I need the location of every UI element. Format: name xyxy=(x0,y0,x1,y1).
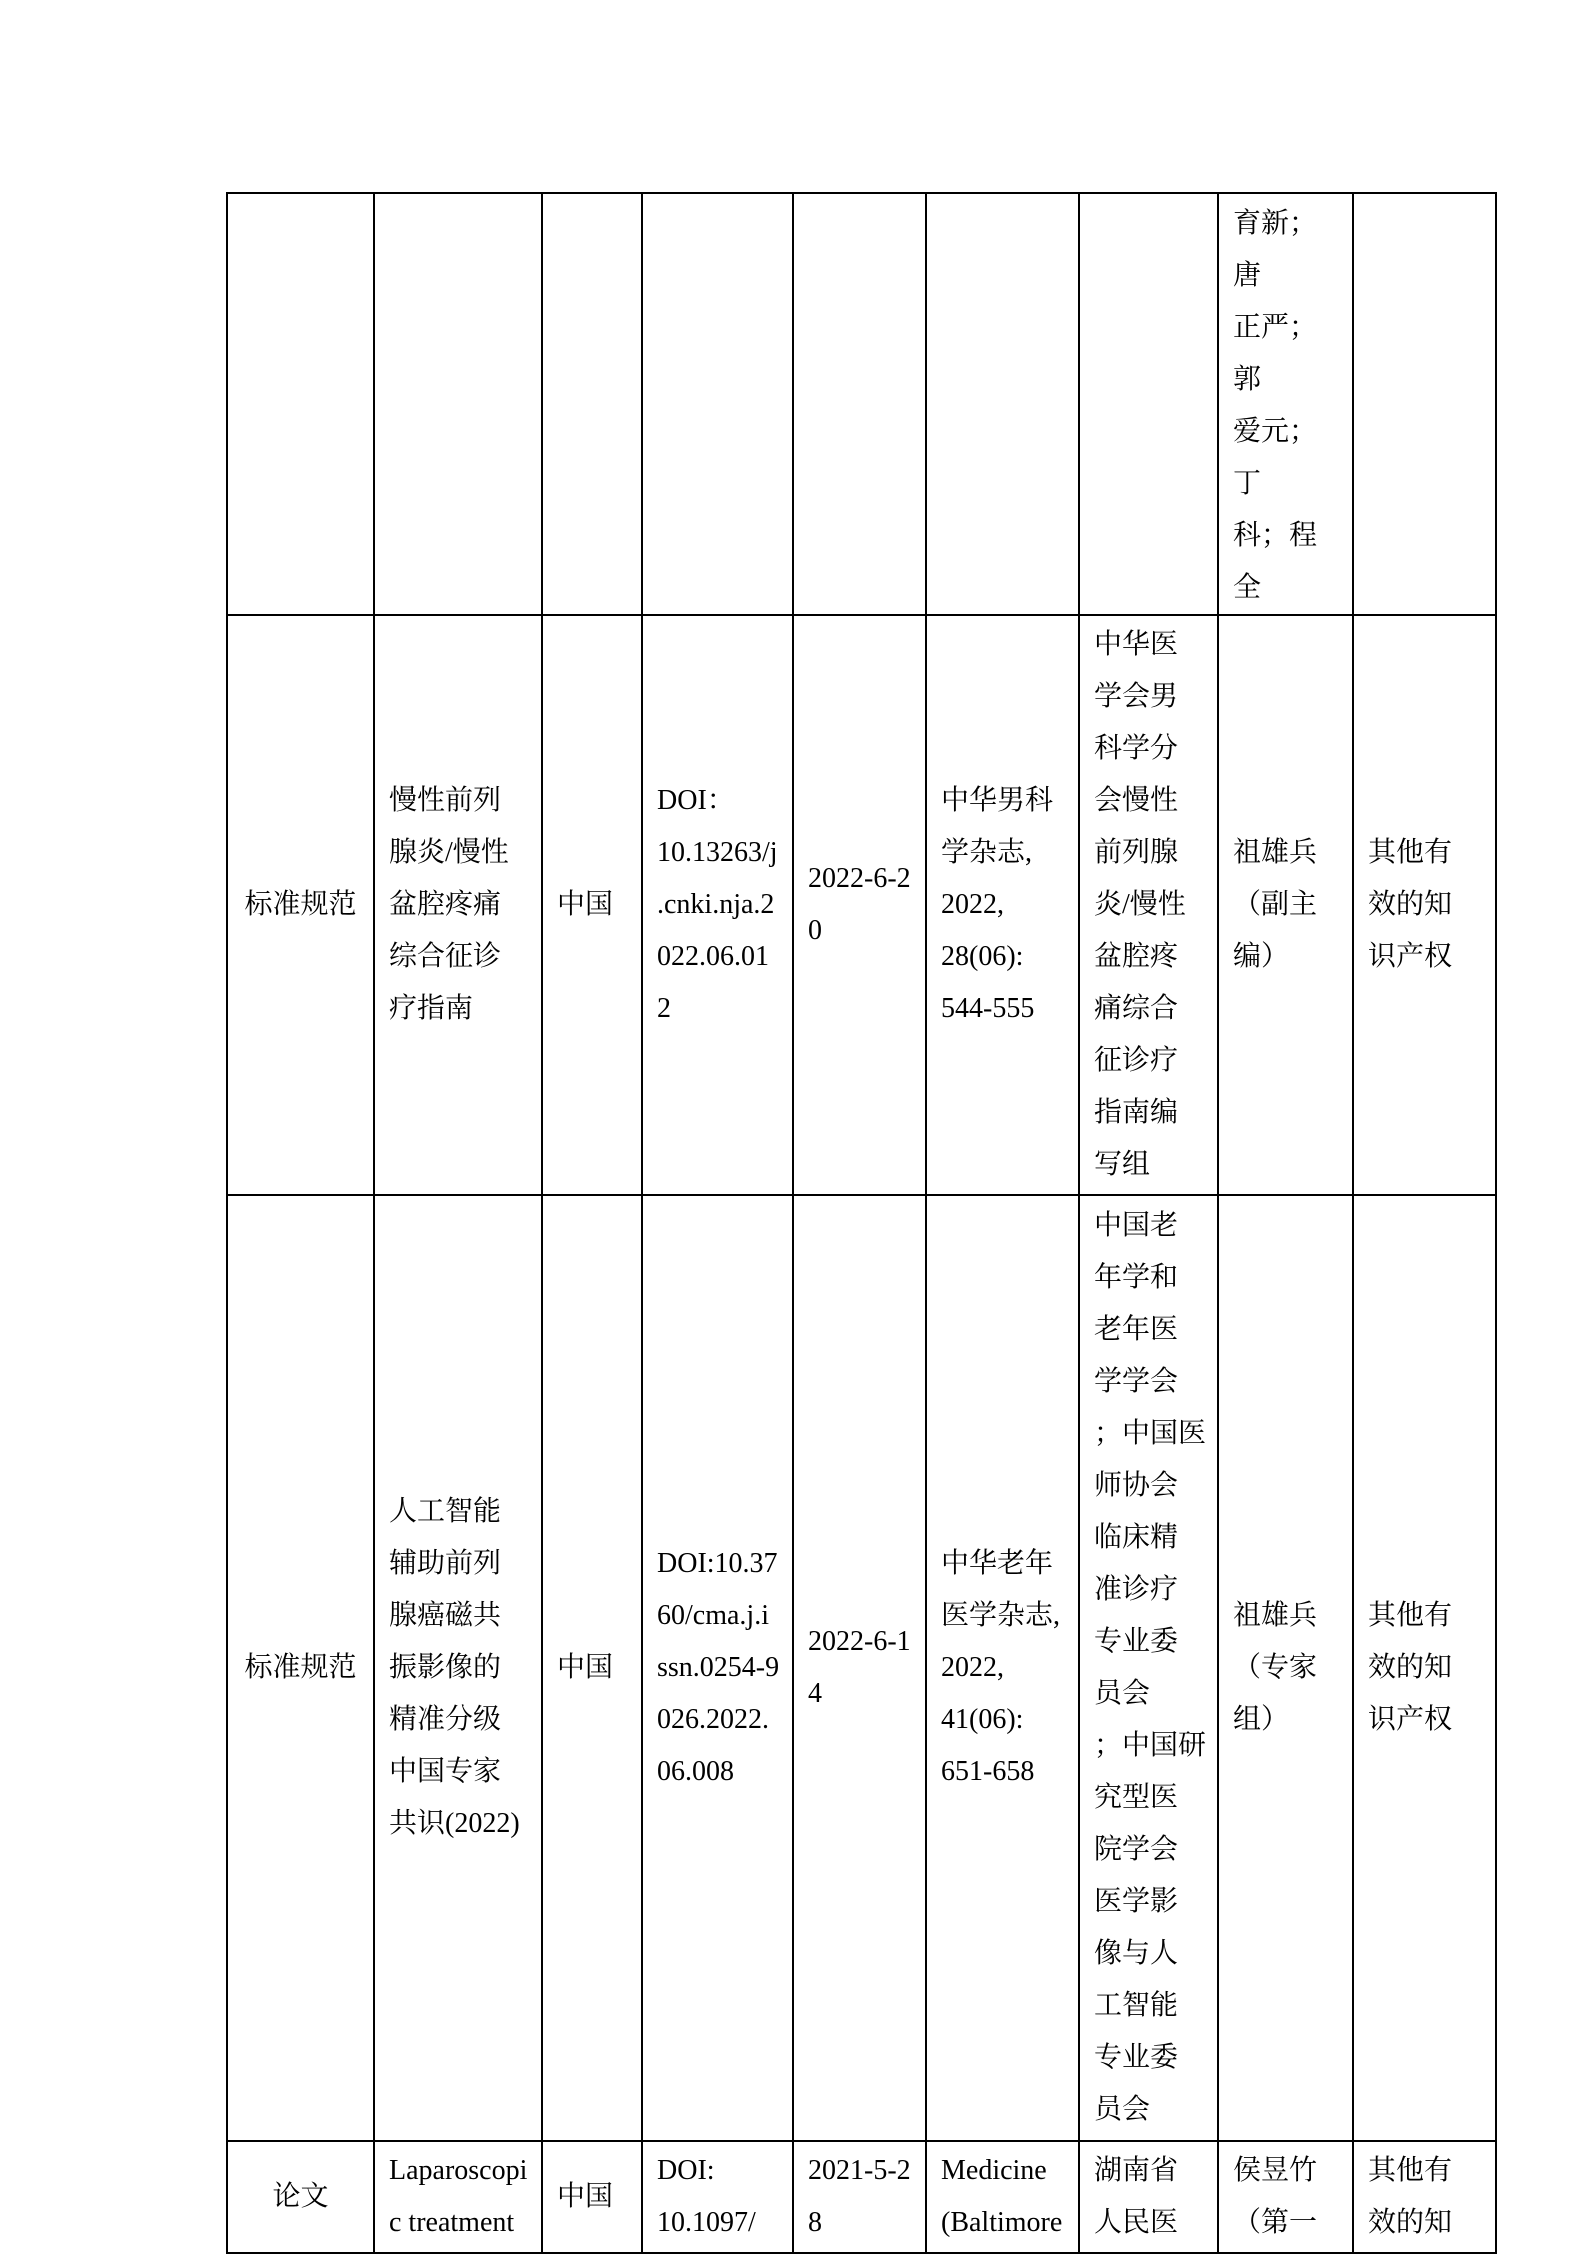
table-row xyxy=(227,193,1496,615)
doi-cell xyxy=(642,193,793,615)
table-row xyxy=(227,2141,1496,2253)
category-cell: 其他有 效的知 识产权 xyxy=(1353,615,1496,1195)
title-cell: 慢性前列 腺炎/慢性 盆腔疼痛 综合征诊 疗指南 xyxy=(374,615,542,1195)
date-cell xyxy=(793,193,926,615)
country-cell xyxy=(542,193,642,615)
journal-cell: 中华老年 医学杂志, 2022, 41(06): 651-658 xyxy=(926,1195,1079,2141)
doi-cell: DOI: 10.1097/ xyxy=(642,2141,793,2253)
author-cell: 侯昱竹 （第一 xyxy=(1218,2141,1353,2253)
type-cell: 论文 xyxy=(227,2141,374,2253)
data-table xyxy=(226,192,1497,2254)
category-cell: 其他有 效的知 识产权 xyxy=(1353,1195,1496,2141)
title-cell: 人工智能 辅助前列 腺癌磁共 振影像的 精准分级 中国专家 共识(2022) xyxy=(374,1195,542,2141)
date-cell: 2022-6-2 0 xyxy=(793,615,926,1195)
type-cell: 标准规范 xyxy=(227,615,374,1195)
title-cell xyxy=(374,193,542,615)
category-cell: 其他有 效的知 xyxy=(1353,2141,1496,2253)
author-cell: 祖雄兵 （副主 编） xyxy=(1218,615,1353,1195)
date-cell: 2022-6-1 4 xyxy=(793,1195,926,2141)
table-row xyxy=(227,1195,1496,2141)
date-cell: 2021-5-2 8 xyxy=(793,2141,926,2253)
type-cell xyxy=(227,193,374,615)
organization-cell: 中华医 学会男 科学分 会慢性 前列腺 炎/慢性 盆腔疼 痛综合 征诊疗 指南编 写组 xyxy=(1079,615,1218,1195)
author-cell: 育新；唐 正严；郭 爱元；丁 科；程全 xyxy=(1218,193,1353,615)
journal-cell: Medicine (Baltimore xyxy=(926,2141,1079,2253)
journal-cell xyxy=(926,193,1079,615)
author-cell: 祖雄兵 （专家 组） xyxy=(1218,1195,1353,2141)
country-cell: 中国 xyxy=(542,1195,642,2141)
doi-cell: DOI:10.37 60/cma.j.i ssn.0254-9 026.2022. 06.008 xyxy=(642,1195,793,2141)
journal-cell: 中华男科 学杂志, 2022, 28(06): 544-555 xyxy=(926,615,1079,1195)
organization-cell: 中国老 年学和 老年医 学学会 ；中国医 师协会 临床精 准诊疗 专业委 员会 ；中国研 究型医 院学会 医学影 像与人 工智能 专业委 员会 xyxy=(1079,1195,1218,2141)
table-row xyxy=(227,615,1496,1195)
type-cell: 标准规范 xyxy=(227,1195,374,2141)
country-cell: 中国 xyxy=(542,2141,642,2253)
country-cell: 中国 xyxy=(542,615,642,1195)
organization-cell xyxy=(1079,193,1218,615)
title-cell: Laparoscopi c treatment xyxy=(374,2141,542,2253)
organization-cell: 湖南省 人民医 xyxy=(1079,2141,1218,2253)
category-cell xyxy=(1353,193,1496,615)
doi-cell: DOI： 10.13263/j .cnki.nja.2 022.06.01 2 xyxy=(642,615,793,1195)
